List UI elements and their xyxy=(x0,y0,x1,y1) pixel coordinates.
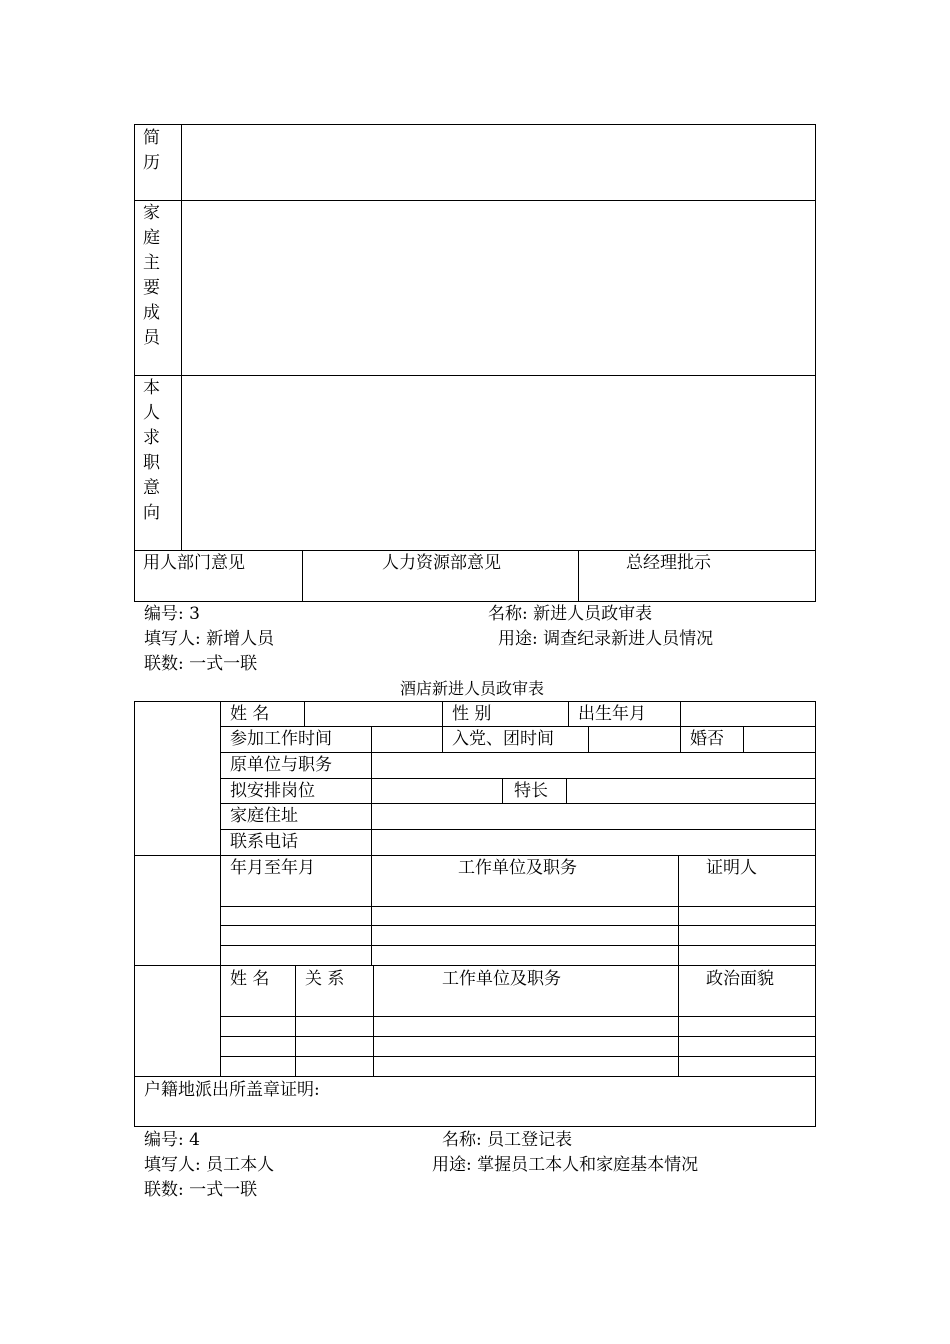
cell-divider xyxy=(678,965,679,1076)
unit-header: 工作单位及职务 xyxy=(458,858,577,878)
row-divider xyxy=(220,726,816,727)
row-divider xyxy=(220,1016,816,1017)
birth-label: 出生年月 xyxy=(578,704,646,724)
phone-label: 联系电话 xyxy=(230,832,298,852)
cell-divider xyxy=(743,726,744,752)
work-start-label: 参加工作时间 xyxy=(230,729,332,749)
cell-divider xyxy=(678,855,679,965)
top-table-label-divider xyxy=(181,124,182,551)
form-copies-2: 联数: 一式一联 xyxy=(144,1180,258,1200)
form-usage: 用途: 调查纪录新进人员情况 xyxy=(498,629,714,649)
cell-divider xyxy=(442,701,443,726)
row-divider xyxy=(220,906,816,907)
party-label: 入党、团时间 xyxy=(452,729,554,749)
cell-divider xyxy=(568,701,569,726)
row-divider xyxy=(220,752,816,753)
cell-divider xyxy=(588,726,589,752)
prev-unit-label: 原单位与职务 xyxy=(230,755,332,775)
row-divider xyxy=(134,375,816,376)
police-certification-label: 户籍地派出所盖章证明: xyxy=(144,1080,320,1100)
cell-divider xyxy=(502,778,503,803)
gender-label: 性 别 xyxy=(452,704,492,724)
marriage-label: 婚否 xyxy=(690,729,724,749)
row-divider xyxy=(134,200,816,201)
witness-header: 证明人 xyxy=(706,858,757,878)
dept-opinion-label: 用人部门意见 xyxy=(143,553,245,573)
cell-divider xyxy=(680,701,681,726)
form-number-2: 编号: 4 xyxy=(144,1130,200,1150)
cell-divider xyxy=(371,726,372,752)
cell-divider xyxy=(442,726,443,752)
cell-divider xyxy=(373,965,374,1076)
gm-approval-label: 总经理批示 xyxy=(626,553,711,573)
row-divider xyxy=(220,803,816,804)
row-divider xyxy=(134,550,816,551)
row-divider xyxy=(220,945,816,946)
form-number: 编号: 3 xyxy=(144,604,200,624)
hr-opinion-label: 人力资源部意见 xyxy=(382,553,501,573)
cell-divider xyxy=(371,752,372,855)
specialty-label: 特长 xyxy=(514,781,548,801)
resume-label: 简历 xyxy=(143,128,160,173)
cell-divider xyxy=(680,726,681,752)
name-label: 姓 名 xyxy=(230,704,270,724)
row-divider xyxy=(220,1036,816,1037)
row-divider xyxy=(220,925,816,926)
political-status-header: 政治面貌 xyxy=(706,969,774,989)
top-table xyxy=(134,124,816,602)
form-copies: 联数: 一式一联 xyxy=(144,654,258,674)
relation-header: 关 系 xyxy=(305,969,345,989)
address-label: 家庭住址 xyxy=(230,806,298,826)
cell-divider xyxy=(371,855,372,965)
form-name: 名称: 新进人员政审表 xyxy=(488,604,653,624)
family-members-label: 家庭主要成员 xyxy=(143,203,160,348)
form-usage-2: 用途: 掌握员工本人和家庭基本情况 xyxy=(432,1155,699,1175)
cell-divider xyxy=(566,778,567,803)
section-divider xyxy=(134,855,816,856)
cell-divider xyxy=(304,701,305,726)
post-label: 拟安排岗位 xyxy=(230,781,315,801)
section-divider xyxy=(134,965,816,966)
period-header: 年月至年月 xyxy=(230,858,315,878)
row-divider xyxy=(220,829,816,830)
family-name-header: 姓 名 xyxy=(230,969,270,989)
section-divider xyxy=(134,1076,816,1077)
form-name-2: 名称: 员工登记表 xyxy=(442,1130,573,1150)
opinion-divider xyxy=(302,550,303,601)
row-divider xyxy=(220,1056,816,1057)
cell-divider xyxy=(295,965,296,1076)
opinion-divider xyxy=(578,550,579,601)
family-unit-header: 工作单位及职务 xyxy=(442,969,561,989)
form-title: 酒店新进人员政审表 xyxy=(400,679,545,698)
form-filler-2: 填写人: 员工本人 xyxy=(144,1155,275,1175)
job-intention-label: 本人求职意向 xyxy=(143,378,160,523)
row-divider xyxy=(220,778,816,779)
section-column-divider xyxy=(220,701,221,1076)
form-filler: 填写人: 新增人员 xyxy=(144,629,275,649)
